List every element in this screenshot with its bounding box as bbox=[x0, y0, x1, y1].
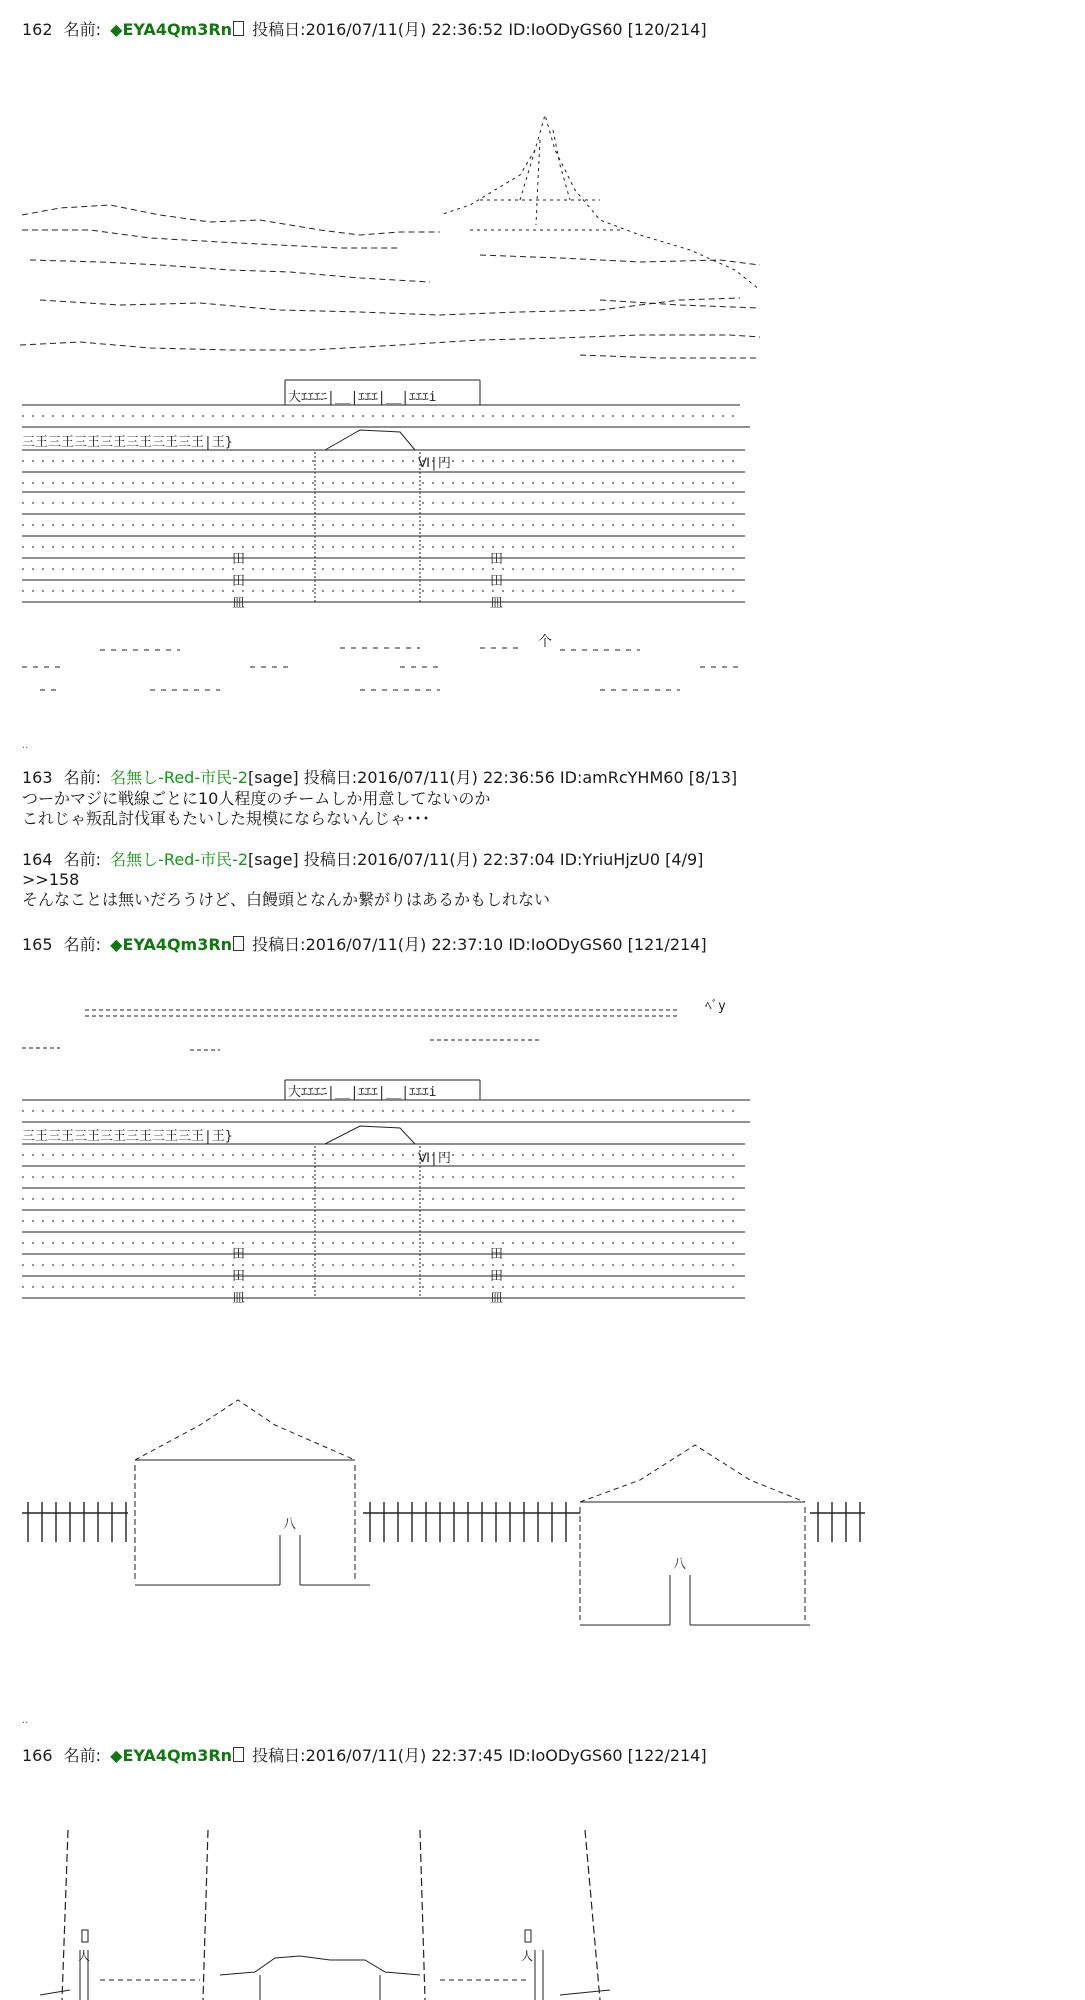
poster-name[interactable]: 名無し-Red-市民-2 bbox=[110, 850, 249, 869]
poster-trip[interactable]: ◆EYA4Qm3Rn bbox=[110, 20, 233, 39]
tile-rice-6: 田 bbox=[232, 1269, 246, 1284]
post-header-166 bbox=[22, 1746, 707, 1766]
post-date: 2016/07/11(月) 22:37:04 bbox=[357, 850, 555, 869]
tile-rice-2: 田 bbox=[232, 574, 246, 589]
post-body-163 bbox=[22, 789, 490, 829]
house-2-door-mark: 八 bbox=[673, 1557, 687, 1572]
poster-id[interactable]: ID:amRcYHM60 bbox=[559, 768, 684, 787]
tile-rice-8: 田 bbox=[490, 1269, 504, 1284]
poster-id[interactable]: ID:IoODyGS60 bbox=[508, 20, 623, 39]
anchor-link[interactable]: >>158 bbox=[22, 870, 80, 889]
post-header-165 bbox=[22, 935, 707, 955]
post-date: 2016/07/11(月) 22:37:45 bbox=[305, 1746, 504, 1765]
post-date: 2016/07/11(月) 22:36:56 bbox=[357, 768, 555, 787]
wall-row-label-2: 三王三王三王三王三王三王三王|王} bbox=[22, 1129, 233, 1144]
name-label: 名前: bbox=[63, 768, 102, 787]
post-header-164 bbox=[22, 850, 703, 870]
gate-sign-label: Ⅵ|円 bbox=[418, 456, 451, 471]
post-count: [121/214] bbox=[627, 935, 707, 954]
post-count: [8/13] bbox=[688, 768, 738, 787]
figure-mark-1: 人 bbox=[78, 1949, 91, 1963]
poster-mail[interactable]: [sage] bbox=[248, 768, 299, 787]
post-date: 2016/07/11(月) 22:36:52 bbox=[305, 20, 504, 39]
post-header-163 bbox=[22, 768, 737, 788]
date-label: 投稿日: bbox=[252, 1746, 306, 1765]
post-count: [122/214] bbox=[627, 1746, 707, 1765]
post-line: これじゃ叛乱討伐軍もたいした規模にならないんじゃ･･･ bbox=[22, 809, 431, 828]
post-number: 166 bbox=[22, 1746, 53, 1765]
post-count: [4/9] bbox=[665, 850, 704, 869]
tile-dish-2: 皿 bbox=[490, 596, 504, 611]
post-line: そんなことは無いだろうけど、白饅頭となんか繋がりはあるかもしれない bbox=[22, 890, 551, 909]
post-count: [120/214] bbox=[627, 20, 707, 39]
poster-id[interactable]: ID:YriuHjzU0 bbox=[559, 850, 661, 869]
tile-rice-7: 田 bbox=[490, 1247, 504, 1262]
y-mark: ﾍﾞy bbox=[705, 999, 726, 1014]
post-number: 163 bbox=[22, 768, 53, 787]
ascii-art-mountain-wall bbox=[0, 0, 1085, 700]
poster-id[interactable]: ID:IoODyGS60 bbox=[508, 935, 623, 954]
tile-rice-5: 田 bbox=[232, 1247, 246, 1262]
ascii-art-interior bbox=[0, 1800, 1085, 2000]
name-label: 名前: bbox=[63, 20, 102, 39]
post-number: 162 bbox=[22, 20, 53, 39]
date-label: 投稿日: bbox=[303, 850, 358, 869]
arrow-mark: 个 bbox=[538, 634, 552, 650]
poster-trip[interactable]: ◆EYA4Qm3Rn bbox=[110, 1746, 233, 1765]
poster-name[interactable]: 名無し-Red-市民-2 bbox=[110, 768, 249, 787]
wall-row-label: 三王三王三王三王三王三王三王|王} bbox=[22, 435, 233, 450]
tile-rice-4: 田 bbox=[490, 574, 504, 589]
box-glyph-icon bbox=[233, 1747, 244, 1762]
ascii-art-wall-houses bbox=[0, 980, 1085, 1680]
figure-mark-2: 人 bbox=[521, 1949, 534, 1963]
post-date: 2016/07/11(月) 22:37:10 bbox=[305, 935, 504, 954]
wall-top-label-2: 大ｴｴｴﾆ|__|ｴｴｴ|__|ｴｴｴi bbox=[288, 1085, 437, 1100]
tile-rice-1: 田 bbox=[232, 552, 246, 567]
tile-dish-4: 皿 bbox=[490, 1291, 504, 1306]
name-label: 名前: bbox=[63, 1746, 102, 1765]
tile-dish-3: 皿 bbox=[232, 1291, 246, 1306]
post-line: つーかマジに戦線ごとに10人程度のチームしか用意してないのか bbox=[22, 789, 491, 808]
tile-rice-3: 田 bbox=[490, 552, 504, 567]
post-number: 164 bbox=[22, 850, 53, 869]
tile-dish-1: 皿 bbox=[232, 596, 246, 611]
date-label: 投稿日: bbox=[303, 768, 358, 787]
gate-sign-label-2: Ⅵ|円 bbox=[418, 1151, 451, 1166]
house-1-door-mark: 八 bbox=[283, 1517, 297, 1532]
poster-mail[interactable]: [sage] bbox=[248, 850, 299, 869]
date-label: 投稿日: bbox=[252, 20, 306, 39]
post-number: 165 bbox=[22, 935, 53, 954]
separator-dots-1: .. bbox=[22, 740, 29, 751]
wall-top-label: 大ｴｴｴﾆ|__|ｴｴｴ|__|ｴｴｴi bbox=[288, 390, 437, 405]
box-glyph-icon bbox=[233, 936, 244, 951]
date-label: 投稿日: bbox=[252, 935, 306, 954]
poster-trip[interactable]: ◆EYA4Qm3Rn bbox=[110, 935, 233, 954]
separator-dots-2: .. bbox=[22, 1715, 29, 1726]
name-label: 名前: bbox=[63, 850, 102, 869]
name-label: 名前: bbox=[63, 935, 102, 954]
poster-id[interactable]: ID:IoODyGS60 bbox=[508, 1746, 623, 1765]
post-body-164 bbox=[22, 870, 550, 910]
